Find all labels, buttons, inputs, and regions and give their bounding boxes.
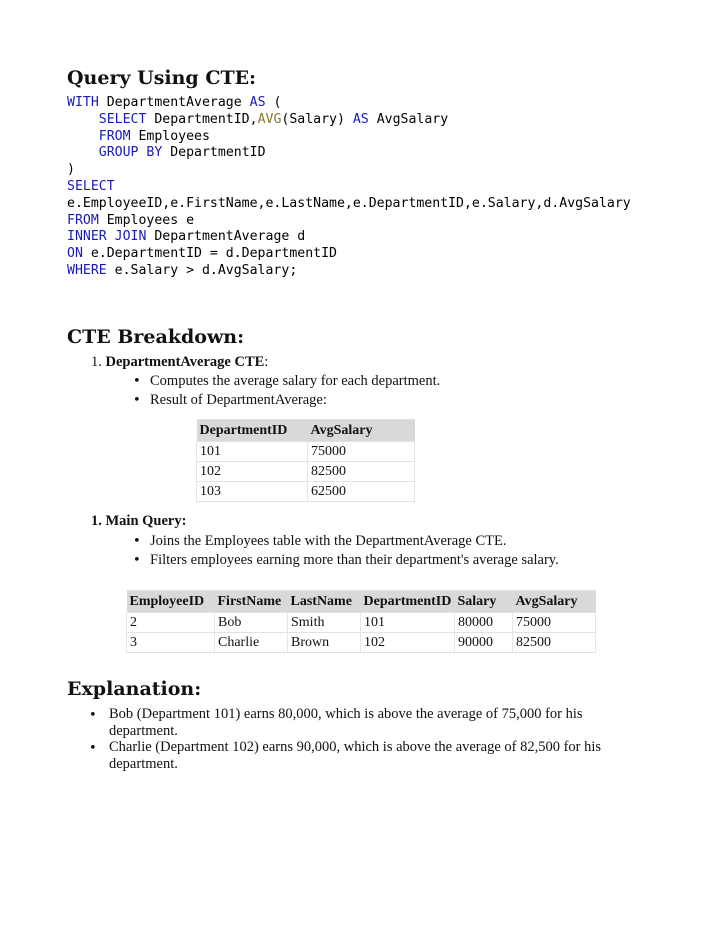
table-row [197,482,415,502]
table-cell: 75000 [308,442,415,462]
bullet-dot: • [133,374,141,389]
sql-keyword: WHERE [67,262,107,278]
bullet-dot: • [133,534,141,549]
sql-keyword: ON [67,246,83,262]
main-query-result-table [126,590,596,653]
sql-text: Employees e [98,212,195,228]
code-line [67,246,631,263]
code-line [67,213,631,230]
explanation-line: department. [109,723,178,739]
bullet-text: Result of DepartmentAverage: [150,392,327,408]
sql-text [67,112,99,127]
breakdown-item-2 [91,513,186,530]
table-cell: 3 [127,633,215,653]
table-cell: 2 [127,613,215,633]
code-line [67,145,631,162]
item-suffix: : [264,354,269,370]
explanation-line: Charlie (Department 102) earns 90,000, which is above the average of 82,500 for his [109,739,602,755]
code-line [67,263,631,280]
sql-text: ) [67,162,75,178]
bullet-dot: • [133,393,141,408]
column-header: EmployeeID [127,591,215,613]
table-row [197,442,415,462]
column-header: AvgSalary [308,420,415,442]
table-cell: 80000 [455,613,513,633]
table-header-row [197,420,415,442]
sql-text [67,145,99,160]
sql-text: DepartmentID [162,145,266,161]
sql-keyword: WITH [67,95,99,110]
table-cell: Bob [215,613,288,633]
column-header: FirstName [215,591,288,613]
sql-text: e.EmployeeID,e.FirstName,e.LastName,e.DepartmentID,e.Salary,d.AvgSalary [67,195,631,211]
item-title: DepartmentAverage CTE [105,354,265,370]
code-line [67,179,631,196]
breakdown-item-1 [91,354,268,371]
table-cell: 103 [197,482,308,502]
table-cell: 101 [361,613,455,633]
sql-text: DepartmentAverage [98,95,250,110]
table-cell: Smith [288,613,361,633]
bullet-dot: • [89,741,97,756]
table-cell: 62500 [308,482,415,502]
column-header: Salary [455,591,513,613]
bullet-dot: • [89,708,97,723]
table-cell: Charlie [215,633,288,653]
sql-keyword: FROM [98,128,131,144]
sql-text: e.DepartmentID = d.DepartmentID [82,246,337,262]
sql-text [67,129,99,144]
sql-keyword: FROM [67,212,99,228]
sql-text: e.Salary > d.AvgSalary; [106,262,298,278]
table-row [127,633,596,653]
code-line [67,112,631,129]
sql-text: Employees [130,128,210,144]
table-cell: 102 [361,633,455,653]
table-cell: 102 [197,462,308,482]
table-header-row [127,591,596,613]
code-line [67,196,631,213]
table-cell: 75000 [513,613,596,633]
code-line [67,162,631,179]
table-cell: 90000 [455,633,513,653]
sql-keyword: SELECT [67,178,115,194]
column-header: AvgSalary [513,591,596,613]
table-row [197,462,415,482]
code-line [67,129,631,146]
table-cell: 101 [197,442,308,462]
bullet-text: Filters employees earning more than their department's average salary. [150,552,559,568]
explanation-line: department. [109,756,178,772]
column-header: LastName [288,591,361,613]
sql-text: (Salary) [281,111,353,127]
item-title: Main Query: [105,513,187,529]
explanation-heading: Explanation: [67,678,202,700]
sql-keyword: AS [249,95,266,110]
code-line [67,229,631,246]
sql-text: DepartmentAverage d [146,229,306,245]
sql-keyword: INNER JOIN [67,229,147,245]
department-average-table [196,419,415,502]
table-cell: Brown [288,633,361,653]
bullet-text: Joins the Employees table with the DepartmentAverage CTE. [150,533,507,549]
sql-text: DepartmentID, [146,111,258,127]
sql-text: ( [265,95,282,110]
sql-keyword: GROUP BY [98,145,163,161]
code-line [67,95,631,112]
bullet-dot: • [133,553,141,568]
table-cell: 82500 [308,462,415,482]
explanation-line: Bob (Department 101) earns 80,000, which is above the average of 75,000 for his [109,706,583,722]
sql-code-block [67,95,631,280]
list-number: 1. [91,513,102,529]
table-cell: 82500 [513,633,596,653]
column-header: DepartmentID [361,591,455,613]
table-row [127,613,596,633]
query-heading: Query Using CTE: [67,67,257,89]
sql-keyword: AS [352,111,369,127]
sql-function: AVG [257,111,282,127]
sql-text: AvgSalary [368,111,449,127]
column-header: DepartmentID [197,420,308,442]
list-number: 1. [91,354,102,370]
sql-keyword: SELECT [98,111,147,127]
bullet-text: Computes the average salary for each department. [150,373,441,389]
breakdown-heading: CTE Breakdown: [67,326,245,348]
